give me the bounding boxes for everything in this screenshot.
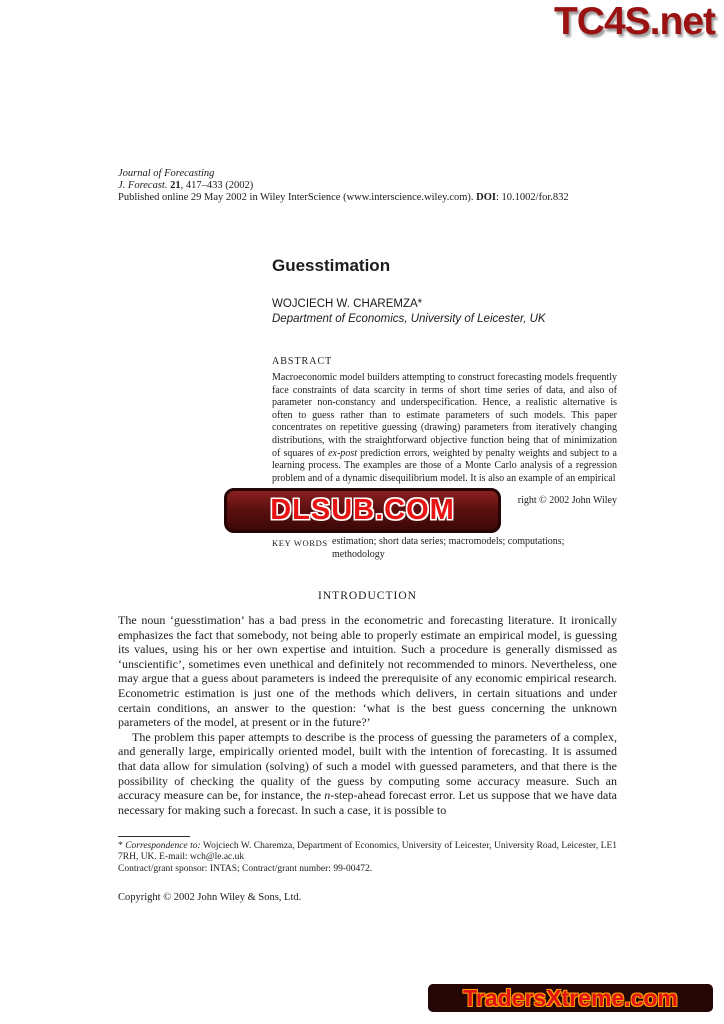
dlsub-watermark — [224, 488, 501, 533]
tradersxtreme-watermark — [428, 984, 713, 1012]
citation-line — [118, 180, 638, 192]
published-text: Published online 29 May 2002 in Wiley InterScience (www.interscience.wiley.com). — [118, 192, 477, 204]
journal-header — [118, 168, 638, 205]
dlsub-watermark-text: DLSUB.COM — [270, 494, 455, 526]
abstract-heading: ABSTRACT — [272, 356, 333, 367]
footnote-grant: Contract/grant sponsor: INTAS; Contract/grant number: 99-00472. — [118, 863, 373, 874]
tc4s-watermark: TC4S.net — [553, 0, 715, 43]
abstract-section — [272, 356, 617, 485]
footnote-rule — [118, 836, 190, 837]
footnote-correspondence: * Correspondence to: Wojciech W. Charemza, Department of Economics, University of Leicester, University Road, Leicester, LE1 7RH, UK. E-mail: wch@le.ac.uk — [118, 841, 618, 863]
introduction-heading: INTRODUCTION — [318, 590, 417, 602]
article-title: Guesstimation — [272, 256, 391, 275]
abstract-obscured-fragment: right © 2002 John Wiley — [517, 495, 617, 506]
keywords — [272, 536, 617, 561]
body-text — [118, 613, 617, 817]
author-block — [272, 297, 546, 326]
published-line — [118, 192, 638, 204]
author-affiliation: Department of Economics, University of Leicester, UK — [272, 312, 546, 325]
keywords-label: KEY WORDS — [272, 538, 328, 548]
doi-label: DOI — [476, 192, 496, 204]
citation-volume: 21 — [170, 180, 181, 192]
footnote — [118, 841, 617, 875]
abstract-text: Macroeconomic model builders attempting to construct forecasting models frequently face constraints of data scarcity in terms of short time series of data, and also of parameter non-constancy and underspecification. Hence, a realistic alternative is often to guess rather than to estimate parameters of such models. This paper concentrates on repetitive guessing (drawing) parameters from iteratively changing distributions, with the straightforward objective function being that of minimization of squares of ex-post prediction errors, weighted by penalty weights and subject to a learning process. The examples are those of a Monte Carlo analysis of a regression problem and of a dynamic disequilibrium model. It is also an example of an empirical — [272, 372, 617, 484]
author-name: WOJCIECH W. CHAREMZA* — [272, 298, 423, 310]
copyright-line: Copyright © 2002 John Wiley & Sons, Ltd. — [118, 892, 302, 903]
keywords-text: estimation; short data series; macromodels; computations; methodology — [332, 536, 565, 560]
citation-abbrev: J. Forecast. — [118, 180, 171, 192]
doi-value: : 10.1002/for.832 — [495, 192, 569, 204]
tradersxtreme-watermark-text: TradersXtreme.com — [463, 984, 678, 1011]
journal-name: Journal of Forecasting — [118, 168, 215, 179]
paragraph: The problem this paper attempts to describe is the process of guessing the parameters of a complex, and generally large, empirically oriented model, built with the intention of forecasting. It is assumed that data allow for simulation (solving) of such a model with guessed parameters, and that there is the possibility of checking the quality of the guess by computing some accuracy measure. Such an accuracy measure can be, for instance, the n-step-ahead forecast error. Let us suppose that we have data necessary for making such a forecast. In such a case, it is possible to — [118, 729, 617, 817]
paragraph: The noun ‘guesstimation’ has a bad press in the econometric and forecasting literature. It ironically emphasizes the fact that somebody, not being able to properly estimate an empirical model, is guessing its values, using his or her own expertise and intuition. Such a procedure is generally dismissed as ‘unscientific’, sometimes even unethical and definitely not recommended to minors. Nevertheless, one may argue that a guess about parameters is indeed the prerequisite of any economic empirical research. Econometric estimation is just one of the methods which delivers, in certain situations and under certain conditions, an answer to the question: ‘what is the best guess concerning the unknown parameters of the model, at present or in the future?’ — [118, 613, 617, 730]
citation-pages: , 417–433 (2002) — [180, 180, 254, 192]
